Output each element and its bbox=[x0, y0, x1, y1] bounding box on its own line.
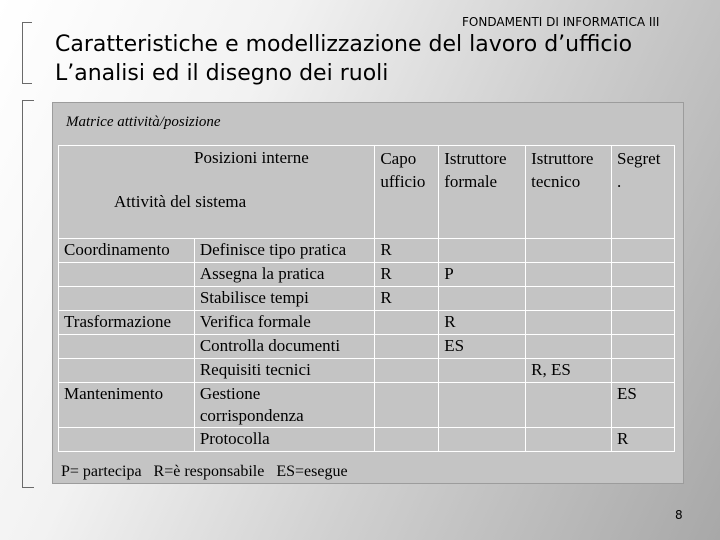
role-cell bbox=[375, 428, 439, 452]
role-cell bbox=[526, 287, 612, 311]
role-cell bbox=[612, 263, 675, 287]
group-cell: Coordinamento bbox=[59, 239, 195, 263]
table-row bbox=[59, 287, 675, 311]
role-cell bbox=[526, 383, 612, 428]
role-cell: ES bbox=[612, 383, 675, 428]
role-cell: R bbox=[612, 428, 675, 452]
table-row bbox=[59, 383, 675, 428]
activities-header: Attività del sistema bbox=[114, 192, 247, 211]
activity-cell: Verifica formale bbox=[194, 311, 374, 335]
activity-cell: Assegna la pratica bbox=[194, 263, 374, 287]
role-cell bbox=[526, 263, 612, 287]
role-cell bbox=[439, 383, 526, 428]
group-cell bbox=[59, 287, 195, 311]
group-cell bbox=[59, 263, 195, 287]
role-cell bbox=[526, 335, 612, 359]
table-row bbox=[59, 359, 675, 383]
role-cell bbox=[439, 287, 526, 311]
activity-cell: Controlla documenti bbox=[194, 335, 374, 359]
role-cell bbox=[612, 311, 675, 335]
column-header-istruttore-tecnico: Istruttore tecnico bbox=[526, 146, 612, 239]
matrix-caption: Matrice attività/posizione bbox=[66, 114, 221, 130]
group-cell bbox=[59, 428, 195, 452]
table-row bbox=[59, 239, 675, 263]
activity-cell: Definisce tipo pratica bbox=[194, 239, 374, 263]
activity-cell: Stabilisce tempi bbox=[194, 287, 374, 311]
table-row bbox=[59, 311, 675, 335]
matrix-legend: P= partecipa R=è responsabile ES=esegue bbox=[61, 463, 348, 480]
corner-cell bbox=[59, 146, 375, 239]
slide-title bbox=[55, 30, 632, 88]
role-cell: P bbox=[439, 263, 526, 287]
role-cell: R bbox=[375, 239, 439, 263]
title-line-1: Caratteristiche e modellizzazione del lavoro d’ufficio bbox=[55, 32, 633, 57]
role-cell: ES bbox=[439, 335, 526, 359]
role-cell bbox=[375, 359, 439, 383]
role-cell bbox=[439, 428, 526, 452]
group-cell bbox=[59, 359, 195, 383]
role-cell bbox=[612, 359, 675, 383]
role-cell bbox=[375, 335, 439, 359]
role-cell bbox=[439, 359, 526, 383]
table-row bbox=[59, 428, 675, 452]
role-cell: R bbox=[439, 311, 526, 335]
role-cell bbox=[612, 335, 675, 359]
page-number: 8 bbox=[675, 508, 683, 522]
group-cell bbox=[59, 335, 195, 359]
role-cell: R, ES bbox=[526, 359, 612, 383]
role-cell bbox=[612, 239, 675, 263]
column-header-capo-ufficio: Capo ufficio bbox=[375, 146, 439, 239]
group-cell: Mantenimento bbox=[59, 383, 195, 428]
role-cell: R bbox=[375, 263, 439, 287]
decorative-bracket-top bbox=[22, 22, 32, 84]
role-cell bbox=[612, 287, 675, 311]
activity-position-matrix bbox=[58, 145, 675, 452]
table-row bbox=[59, 263, 675, 287]
column-header-segret: Segret . bbox=[612, 146, 675, 239]
role-cell bbox=[375, 383, 439, 428]
activity-cell: Protocolla bbox=[194, 428, 374, 452]
decorative-bracket-bottom bbox=[22, 100, 34, 488]
role-cell bbox=[439, 239, 526, 263]
role-cell: R bbox=[375, 287, 439, 311]
activity-cell: Requisiti tecnici bbox=[194, 359, 374, 383]
role-cell bbox=[526, 428, 612, 452]
course-label: FONDAMENTI DI INFORMATICA III bbox=[462, 15, 660, 29]
column-header-istruttore-formale: Istruttore formale bbox=[439, 146, 526, 239]
positions-header: Posizioni interne bbox=[194, 148, 309, 167]
group-cell: Trasformazione bbox=[59, 311, 195, 335]
role-cell bbox=[526, 239, 612, 263]
role-cell bbox=[375, 311, 439, 335]
table-header-row bbox=[59, 146, 675, 239]
title-line-2: L’analisi ed il disegno dei ruoli bbox=[55, 61, 389, 86]
role-cell bbox=[526, 311, 612, 335]
activity-cell: Gestione corrispondenza bbox=[194, 383, 374, 428]
table-row bbox=[59, 335, 675, 359]
